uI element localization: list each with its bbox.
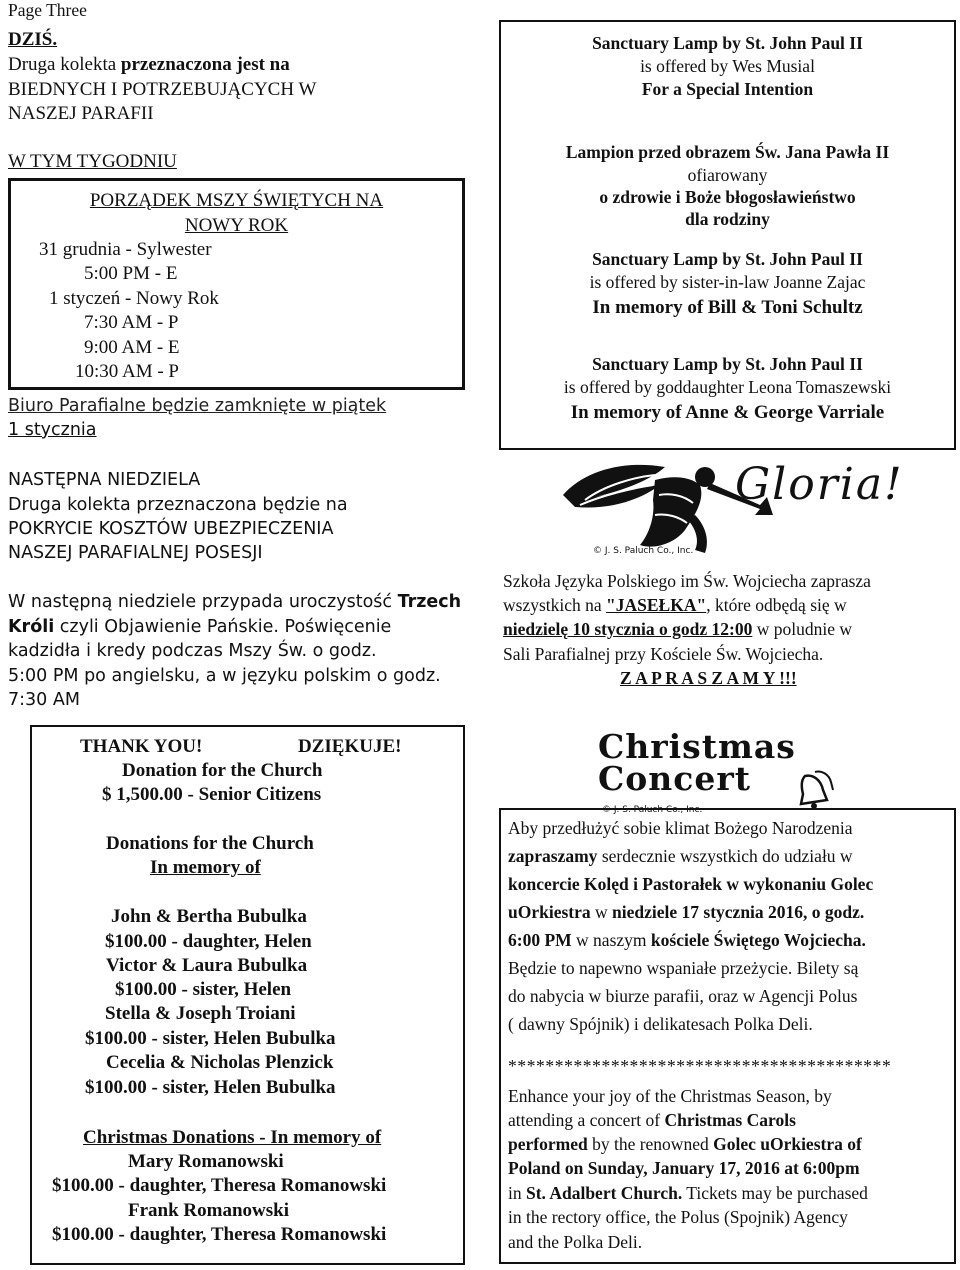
mass-schedule-title: PORZĄDEK MSZY ŚWIĘTYCH NA xyxy=(89,190,384,211)
lamp-1-line-3: For a Special Intention xyxy=(641,79,814,99)
school-line-3: niedzielę 10 stycznia o godz 12:00 w poludnie w xyxy=(503,619,852,639)
mass-row: 10:30 AM - P xyxy=(75,361,179,382)
concert-en-line-1: Enhance your joy of the Christmas Season, by xyxy=(508,1086,832,1106)
epiphany-line-3: kadzidła i kredy podczas Mszy Św. o godz. xyxy=(8,641,377,661)
lamp-1-line-1: Sanctuary Lamp by St. John Paul II xyxy=(592,33,863,53)
concert-pl-line-8: ( dawny Spójnik) i delikatesach Polka Deli. xyxy=(508,1014,813,1034)
school-line-4: Sali Parafialnej przy Kościele Św. Wojciecha. xyxy=(503,644,824,664)
epiphany-line-4: 5:00 PM po angielsku, a w języku polskim o godz. xyxy=(8,666,441,686)
lamp-2-line-4: dla rodziny xyxy=(685,209,770,229)
lamp-4-line-2: is offered by goddaughter Leona Tomaszewski xyxy=(563,377,892,397)
christmas-entry: $100.00 - daughter, Theresa Romanowski xyxy=(52,1224,387,1245)
this-week-heading: W TYM TYGODNIU xyxy=(8,151,177,172)
concert-box xyxy=(499,805,956,1264)
christmas-concert-logo xyxy=(590,728,870,820)
christmas-donations-title: Christmas Donations - In memory of xyxy=(83,1127,382,1148)
concert-pl-line-6: Będzie to napewno wspaniałe przeżycie. Bilety są xyxy=(508,958,859,978)
donation-entry: $100.00 - sister, Helen Bubulka xyxy=(85,1077,336,1098)
epiphany-line-5: 7:30 AM xyxy=(8,690,80,710)
lamp-4-line-1: Sanctuary Lamp by St. John Paul II xyxy=(592,354,863,374)
donation-entry: Victor & Laura Bubulka xyxy=(106,955,308,976)
today-line-1: Druga kolekta przeznaczona jest na xyxy=(8,54,290,75)
mass-schedule-subtitle: NOWY ROK xyxy=(184,215,289,236)
lamp-3-line-3: In memory of Bill & Toni Schultz xyxy=(592,297,863,318)
mass-schedule-box xyxy=(8,178,465,390)
christmas-entry: Frank Romanowski xyxy=(128,1200,289,1221)
concert-en-line-4: Poland on Sunday, January 17, 2016 at 6:00pm xyxy=(508,1158,860,1178)
concert-logo-line-2: Concert xyxy=(598,759,751,798)
concert-pl-line-1: Aby przedłużyć sobie klimat Bożego Narodzenia xyxy=(508,818,853,838)
today-heading: DZIŚ. xyxy=(8,29,58,50)
concert-pl-line-5: 6:00 PM w naszym kościele Świętego Wojciecha. xyxy=(508,930,866,950)
concert-en-line-2: attending a concert of Christmas Carols xyxy=(508,1110,796,1130)
bells-icon xyxy=(795,768,840,813)
next-sunday-heading: NASTĘPNA NIEDZIELA xyxy=(8,470,201,490)
christmas-entry: $100.00 - daughter, Theresa Romanowski xyxy=(52,1175,387,1196)
senior-donation: $ 1,500.00 - Senior Citizens xyxy=(102,784,322,805)
concert-en-line-7: and the Polka Deli. xyxy=(508,1232,643,1252)
donation-entry: $100.00 - sister, Helen Bubulka xyxy=(85,1028,336,1049)
office-notice-2: 1 stycznia xyxy=(8,420,97,440)
church-donation-title: Donation for the Church xyxy=(122,760,323,781)
lamp-3-line-1: Sanctuary Lamp by St. John Paul II xyxy=(592,249,863,269)
today-line-3: NASZEJ PARAFII xyxy=(8,103,154,124)
mass-row: 5:00 PM - E xyxy=(84,263,178,284)
donation-entry: $100.00 - sister, Helen xyxy=(115,979,292,1000)
lamp-2-line-3: o zdrowie i Boże błogosławieństwo xyxy=(599,187,856,207)
donation-entry: $100.00 - daughter, Helen xyxy=(105,931,312,952)
mass-row: 31 grudnia - Sylwester xyxy=(39,239,212,260)
donation-entry: Cecelia & Nicholas Plenzick xyxy=(106,1052,334,1073)
sanctuary-lamp-box xyxy=(499,20,956,450)
lamp-3-line-2: is offered by sister-in-law Joanne Zajac xyxy=(589,272,866,292)
lamp-2-line-1: Lampion przed obrazem Św. Jana Pawła II xyxy=(565,142,890,162)
gloria-logo-text: Gloria! xyxy=(735,459,904,510)
gloria-credit: © J. S. Paluch Co., Inc. xyxy=(593,546,694,556)
next-sunday-line-2: POKRYCIE KOSZTÓW UBEZPIECZENIA xyxy=(8,519,334,539)
concert-pl-line-3: koncercie Kolęd i Pastorałek w wykonaniu Golec xyxy=(508,874,874,894)
office-notice-1: Biuro Parafialne będzie zamknięte w piątek xyxy=(8,396,387,416)
page-header: Page Three xyxy=(8,0,87,20)
concert-en-line-3: performed by the renowned Golec uOrkiestra of xyxy=(508,1134,862,1154)
concert-logo-credit: © J. S. Paluch Co., Inc. xyxy=(602,805,703,815)
thanks-pl: DZIĘKUJE! xyxy=(298,736,402,757)
concert-en-line-6: in the rectory office, the Polus (Spojnik) Agency xyxy=(508,1207,848,1227)
christmas-entry: Mary Romanowski xyxy=(128,1151,284,1172)
lamp-2-line-2: ofiarowany xyxy=(687,165,768,185)
epiphany-line-2: Króli czyli Objawienie Pańskie. Poświęcenie xyxy=(8,617,392,637)
next-sunday-line-1: Druga kolekta przeznaczona będzie na xyxy=(8,495,348,515)
mass-row: 9:00 AM - E xyxy=(84,337,180,358)
mass-row: 1 styczeń - Nowy Rok xyxy=(49,288,219,309)
concert-logo-line-1: Christmas xyxy=(598,727,796,766)
lamp-1-line-2: is offered by Wes Musial xyxy=(640,56,815,76)
concert-pl-line-7: do nabycia w biurze parafii, oraz w Agencji Polus xyxy=(508,986,858,1006)
donations-box xyxy=(30,725,465,1265)
school-line-2: wszystkich na "JASEŁKA", które odbędą się w xyxy=(503,595,847,615)
thanks-en: THANK YOU! xyxy=(80,736,203,757)
memory-donation-subtitle: In memory of xyxy=(150,857,261,878)
concert-pl-line-4: uOrkiestra w niedziele 17 stycznia 2016, o godz. xyxy=(508,902,865,922)
mass-row: 7:30 AM - P xyxy=(84,312,179,333)
gloria-angel-illustration xyxy=(555,455,904,560)
school-invite: Z A P R A S Z A M Y !!! xyxy=(620,668,797,688)
concert-en-line-5: in St. Adalbert Church. Tickets may be purchased xyxy=(508,1183,868,1203)
separator: ***************************************** xyxy=(508,1056,892,1076)
donation-entry: Stella & Joseph Troiani xyxy=(105,1003,296,1024)
memory-donation-title: Donations for the Church xyxy=(106,833,314,854)
concert-pl-line-2: zapraszamy serdecznie wszystkich do udziału w xyxy=(508,846,853,866)
lamp-4-line-3: In memory of Anne & George Varriale xyxy=(570,402,885,423)
next-sunday-line-3: NASZEJ PARAFIALNEJ POSESJI xyxy=(8,543,263,563)
epiphany-line-1: W następną niedziele przypada uroczystość Trzech xyxy=(8,592,462,612)
school-line-1: Szkoła Języka Polskiego im Św. Wojciecha zaprasza xyxy=(503,571,871,591)
donation-entry: John & Bertha Bubulka xyxy=(111,906,307,927)
today-line-2: BIEDNYCH I POTRZEBUJĄCYCH W xyxy=(8,79,317,100)
